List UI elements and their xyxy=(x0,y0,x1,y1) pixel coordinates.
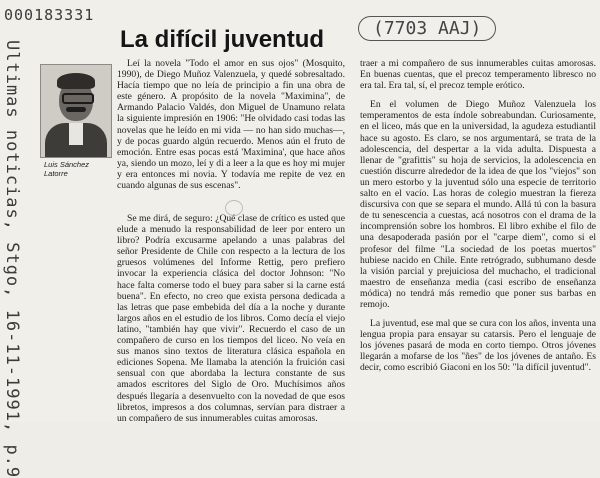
photo-hair xyxy=(57,73,95,89)
paragraph-intro: Leí la novela "Todo el amor en sus ojos" (Mosquito, 1990), de Diego Muñoz Valenzuela, y quedé sobresaltado. Hacía tiempo que no leía de principio a fin una obra de este género. A propósito de la novela "Maximina", de Armando Palacio Valdés, don Miguel de Unamuno relata la siguiente impresión en 1906: "He olvidado casi todas las novelas que he leído en mi vida — no han sido muchas—, y de pocas guardo algún recuerdo. Menos aún el fruto de emoción. Entre esas pocas está 'Maximina', que hace años ya, siendo un mozo, leí y di a leer a la que es hoy mi mujer y era entonces mi novia. Y todavía me repite de vez en cuando algunas de sus escenas". xyxy=(117,58,345,192)
column-1-intro xyxy=(117,58,345,191)
paragraph-body: Se me dirá, de seguro: ¿Qué clase de crítico es usted que elude a menudo la responsabilidad de leer por entero un libro? Podría excusarme apelando a unas palabras del señor Presidente de Chile con respecto a la lectura de los gruesos volúmenes del Informe Rettig, pero prefiero invocar la experiencia clásica del doctor Johnson: "No hace falta comerse todo el buey para saber si la carne está buena". En efecto, no creo que exista persona dedicada a las letras que pase embebida del día a la noche y durante largos años en el estudio de los libros. Como decía el viejo latino, "también hay que vivir". Recuerdo el caso de un compañero de curso en los tiempos del liceo. No veía en sus manos sino textos de literatura clásica española en ediciones Sopena. Me llamaba la atención la fruición casi sensual con que abordaba la lectura constante de sus amados escritores del Siglo de Oro. Muchísimos años después llegaría a desenvuelto con la novedad de que esos libretos, impresos a dos columnas, servían para distraer a un compañero de sus innumerables cuitas amorosas. xyxy=(117,213,345,424)
sidenote-text: Ultimas noticias, Stgo, 16-11-1991, p.9 xyxy=(2,40,22,478)
column-2 xyxy=(360,58,596,374)
photo-collar xyxy=(69,123,83,145)
pen-mark xyxy=(225,200,243,216)
author-photo xyxy=(40,64,112,158)
column-1-body xyxy=(117,213,345,424)
article-title: La difícil juventud xyxy=(120,26,325,53)
photo-glasses xyxy=(62,93,94,104)
handwritten-sidenote xyxy=(0,40,26,478)
paragraph-col2-1: traer a mi compañero de sus innumerables cuitas amorosas. En buenas cuentas, que el precoz temperamento libresco no era tal. Era tal, sí, el precoz temple erótico. xyxy=(360,58,596,92)
handwritten-topnote: (7703 AAJ) xyxy=(358,16,496,41)
photo-mustache xyxy=(66,107,86,112)
photo-caption: Luis Sánchez Latorre xyxy=(44,160,90,178)
paragraph-col2-2: En el volumen de Diego Muñoz Valenzuela los temperamentos de esta índole sobreabundan. Curiosamente, en el liceo, más que en la universidad, la agudeza estudiantil hace su agosto. Es claro, se nos argumentará, se trata de la adolescencia, del despertar a la vida adulta. Dispuesta a llenar de "grafittis" su hoja de servicios, la adolescencia en cuestión discurre alrededor de la idea de que los "viejos" son un mero estorbo y la juventud sólo una especie de territorio salto en el vacío. Las horas de colegio muestran la fiereza discursiva con que se separa el mundo. Allá tú con la basura de tu senescencia a cuestas, acá nosotros con el drama de la incomprensión sobre los hombros. El libro exhibe el filo de una desapoderada pasión por el "carpe diem", como si el profesor del filme "La sociedad de los poetas muertos" hubiese nacido en Chile. Ente retrógrado, subhumano desde la visión parcial y prejuiciosa del muchacho, el tradicional maestro de enseñanza media (casi escribo de enseñanza módica) no tendrá más remedio que poner sus barbas en remojo. xyxy=(360,99,596,310)
paragraph-col2-3: La juventud, ese mal que se cura con los años, inventa una lengua propia para ensayar su catarsis. Pero el lenguaje de los jóvenes pasará de moda en corto tiempo. Otros jóvenes llegarán a mofarse de los "ñes" de los jóvenes de antaño. Es decir, como escribió Giaconi en los 50: "la difícil juventud". xyxy=(360,318,596,374)
archive-code: 000183331 xyxy=(4,6,95,24)
